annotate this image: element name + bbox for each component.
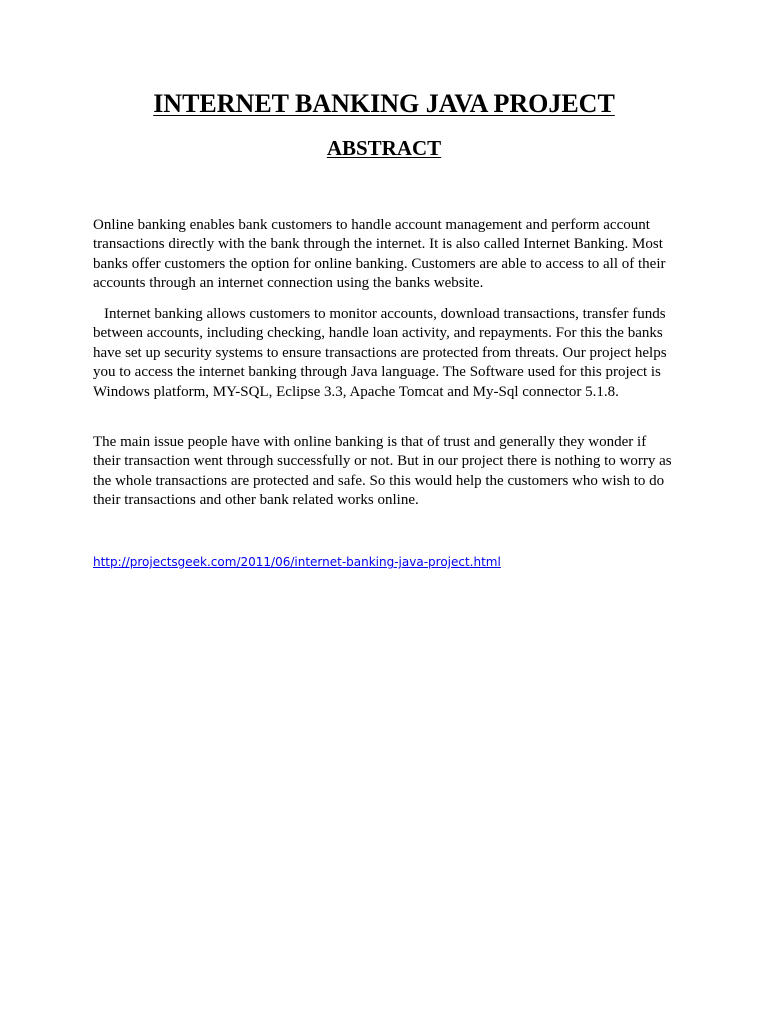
paragraph-3: The main issue people have with online banking is that of trust and generally they wonder if their transaction went through successfully or not. But in our project there is nothing to worry as the whole transactions are protected and safe. So this would help the customers who wish to do their transactions and other bank related works online. (93, 434, 672, 509)
document-title: INTERNET BANKING JAVA PROJECT (153, 89, 615, 118)
document-subtitle: ABSTRACT (326, 136, 442, 160)
paragraph-1: Online banking enables bank customers to handle account management and perform account transactions directly with the bank through the internet. It is also called Internet Banking. Most banks offer customers the option for online banking. Customers are able to access to all of their accounts through an internet connection using the banks website. (93, 217, 666, 292)
project-link[interactable]: http://projectsgeek.com/2011/06/internet-banking-java-project.html (93, 555, 501, 569)
paragraph-2: Internet banking allows customers to monitor accounts, download transactions, transfer funds between accounts, including checking, handle loan activity, and repayments. For this the banks have set up security systems to ensure transactions are protected from threats. Our project helps you to access the internet banking through Java language. The Software used for this project is Windows platform, MY-SQL, Eclipse 3.3, Apache Tomcat and My-Sql connector 5.1.8. (93, 306, 667, 400)
